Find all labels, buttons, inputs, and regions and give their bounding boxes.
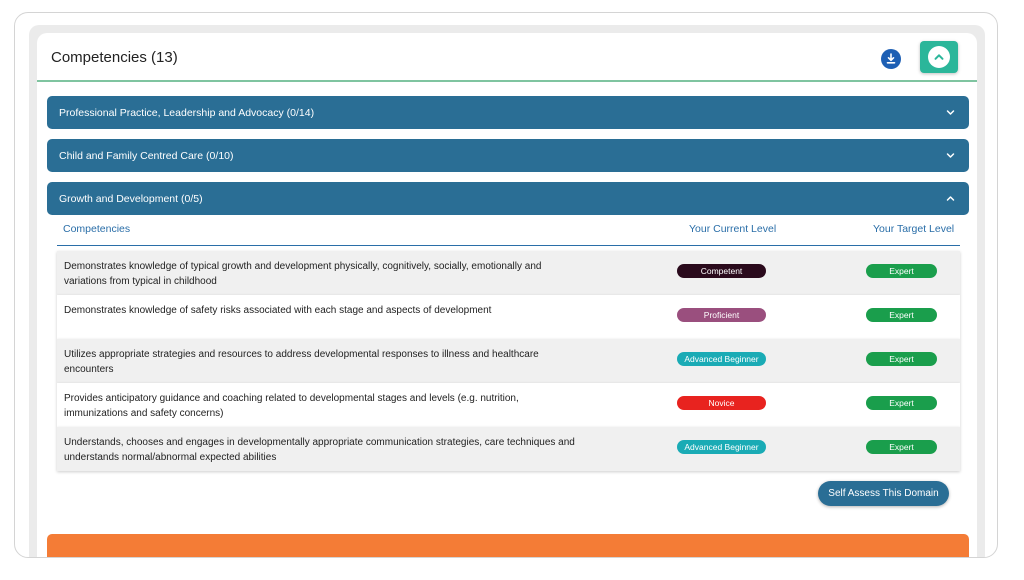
card-header <box>37 33 977 82</box>
competency-text: Understands, chooses and engages in developmentally appropriate communication strategies, care techniques and understands normal/abnormal expected abilities <box>64 437 575 463</box>
domain-label: Growth and Development (0/5) <box>59 192 203 205</box>
collapse-all-button[interactable] <box>920 41 958 73</box>
current-level-badge[interactable]: Advanced Beginner <box>677 440 766 454</box>
download-button[interactable] <box>881 49 901 69</box>
current-level-badge[interactable]: Novice <box>677 396 766 410</box>
competency-text: Demonstrates knowledge of safety risks associated with each stage and aspects of development <box>64 305 492 316</box>
domain-bar-next[interactable] <box>47 534 969 558</box>
target-level-badge[interactable]: Expert <box>866 352 937 366</box>
table-row <box>57 427 960 471</box>
domain-label: Professional Practice, Leadership and Advocacy (0/14) <box>59 106 315 119</box>
domain-bar-professional-practice[interactable] <box>47 96 969 129</box>
page-background <box>29 25 985 558</box>
current-level-badge[interactable]: Advanced Beginner <box>677 352 766 366</box>
competency-text: Demonstrates knowledge of typical growth and development physically, cognitively, socially, emotionally and variations from typical in childhood <box>64 261 542 287</box>
chevron-down-icon <box>946 151 955 160</box>
column-header-competencies: Competencies <box>63 223 131 235</box>
page-title: Competencies (13) <box>51 49 178 66</box>
competency-text: Provides anticipatory guidance and coaching related to developmental stages and levels (e.g. nutrition, immunizations and safety concerns) <box>64 393 519 419</box>
column-header-target-level: Your Target Level <box>873 223 955 235</box>
table-row <box>57 383 960 427</box>
column-header-current-level: Your Current Level <box>689 223 777 235</box>
chevron-down-icon <box>946 108 955 117</box>
table-row <box>57 339 960 383</box>
current-level-badge[interactable]: Proficient <box>677 308 766 322</box>
domain-bar-growth-development[interactable] <box>47 182 969 215</box>
competency-text: Utilizes appropriate strategies and resources to address developmental responses to illness and healthcare encounters <box>64 349 539 375</box>
current-level-badge[interactable]: Competent <box>677 264 766 278</box>
self-assess-button[interactable]: Self Assess This Domain <box>818 481 949 506</box>
download-icon <box>885 53 897 65</box>
target-level-badge[interactable]: Expert <box>866 308 937 322</box>
header-divider <box>57 245 960 246</box>
competencies-card <box>37 33 977 558</box>
domain-bar-child-family-care[interactable] <box>47 139 969 172</box>
target-level-badge[interactable]: Expert <box>866 264 937 278</box>
target-level-badge[interactable]: Expert <box>866 396 937 410</box>
chevron-up-icon <box>933 51 945 63</box>
app-frame <box>14 12 998 558</box>
table-row <box>57 251 960 295</box>
target-level-badge[interactable]: Expert <box>866 440 937 454</box>
table-row <box>57 295 960 339</box>
collapse-circle <box>928 46 950 68</box>
chevron-up-icon <box>946 194 955 203</box>
domain-label: Child and Family Centred Care (0/10) <box>59 149 234 162</box>
